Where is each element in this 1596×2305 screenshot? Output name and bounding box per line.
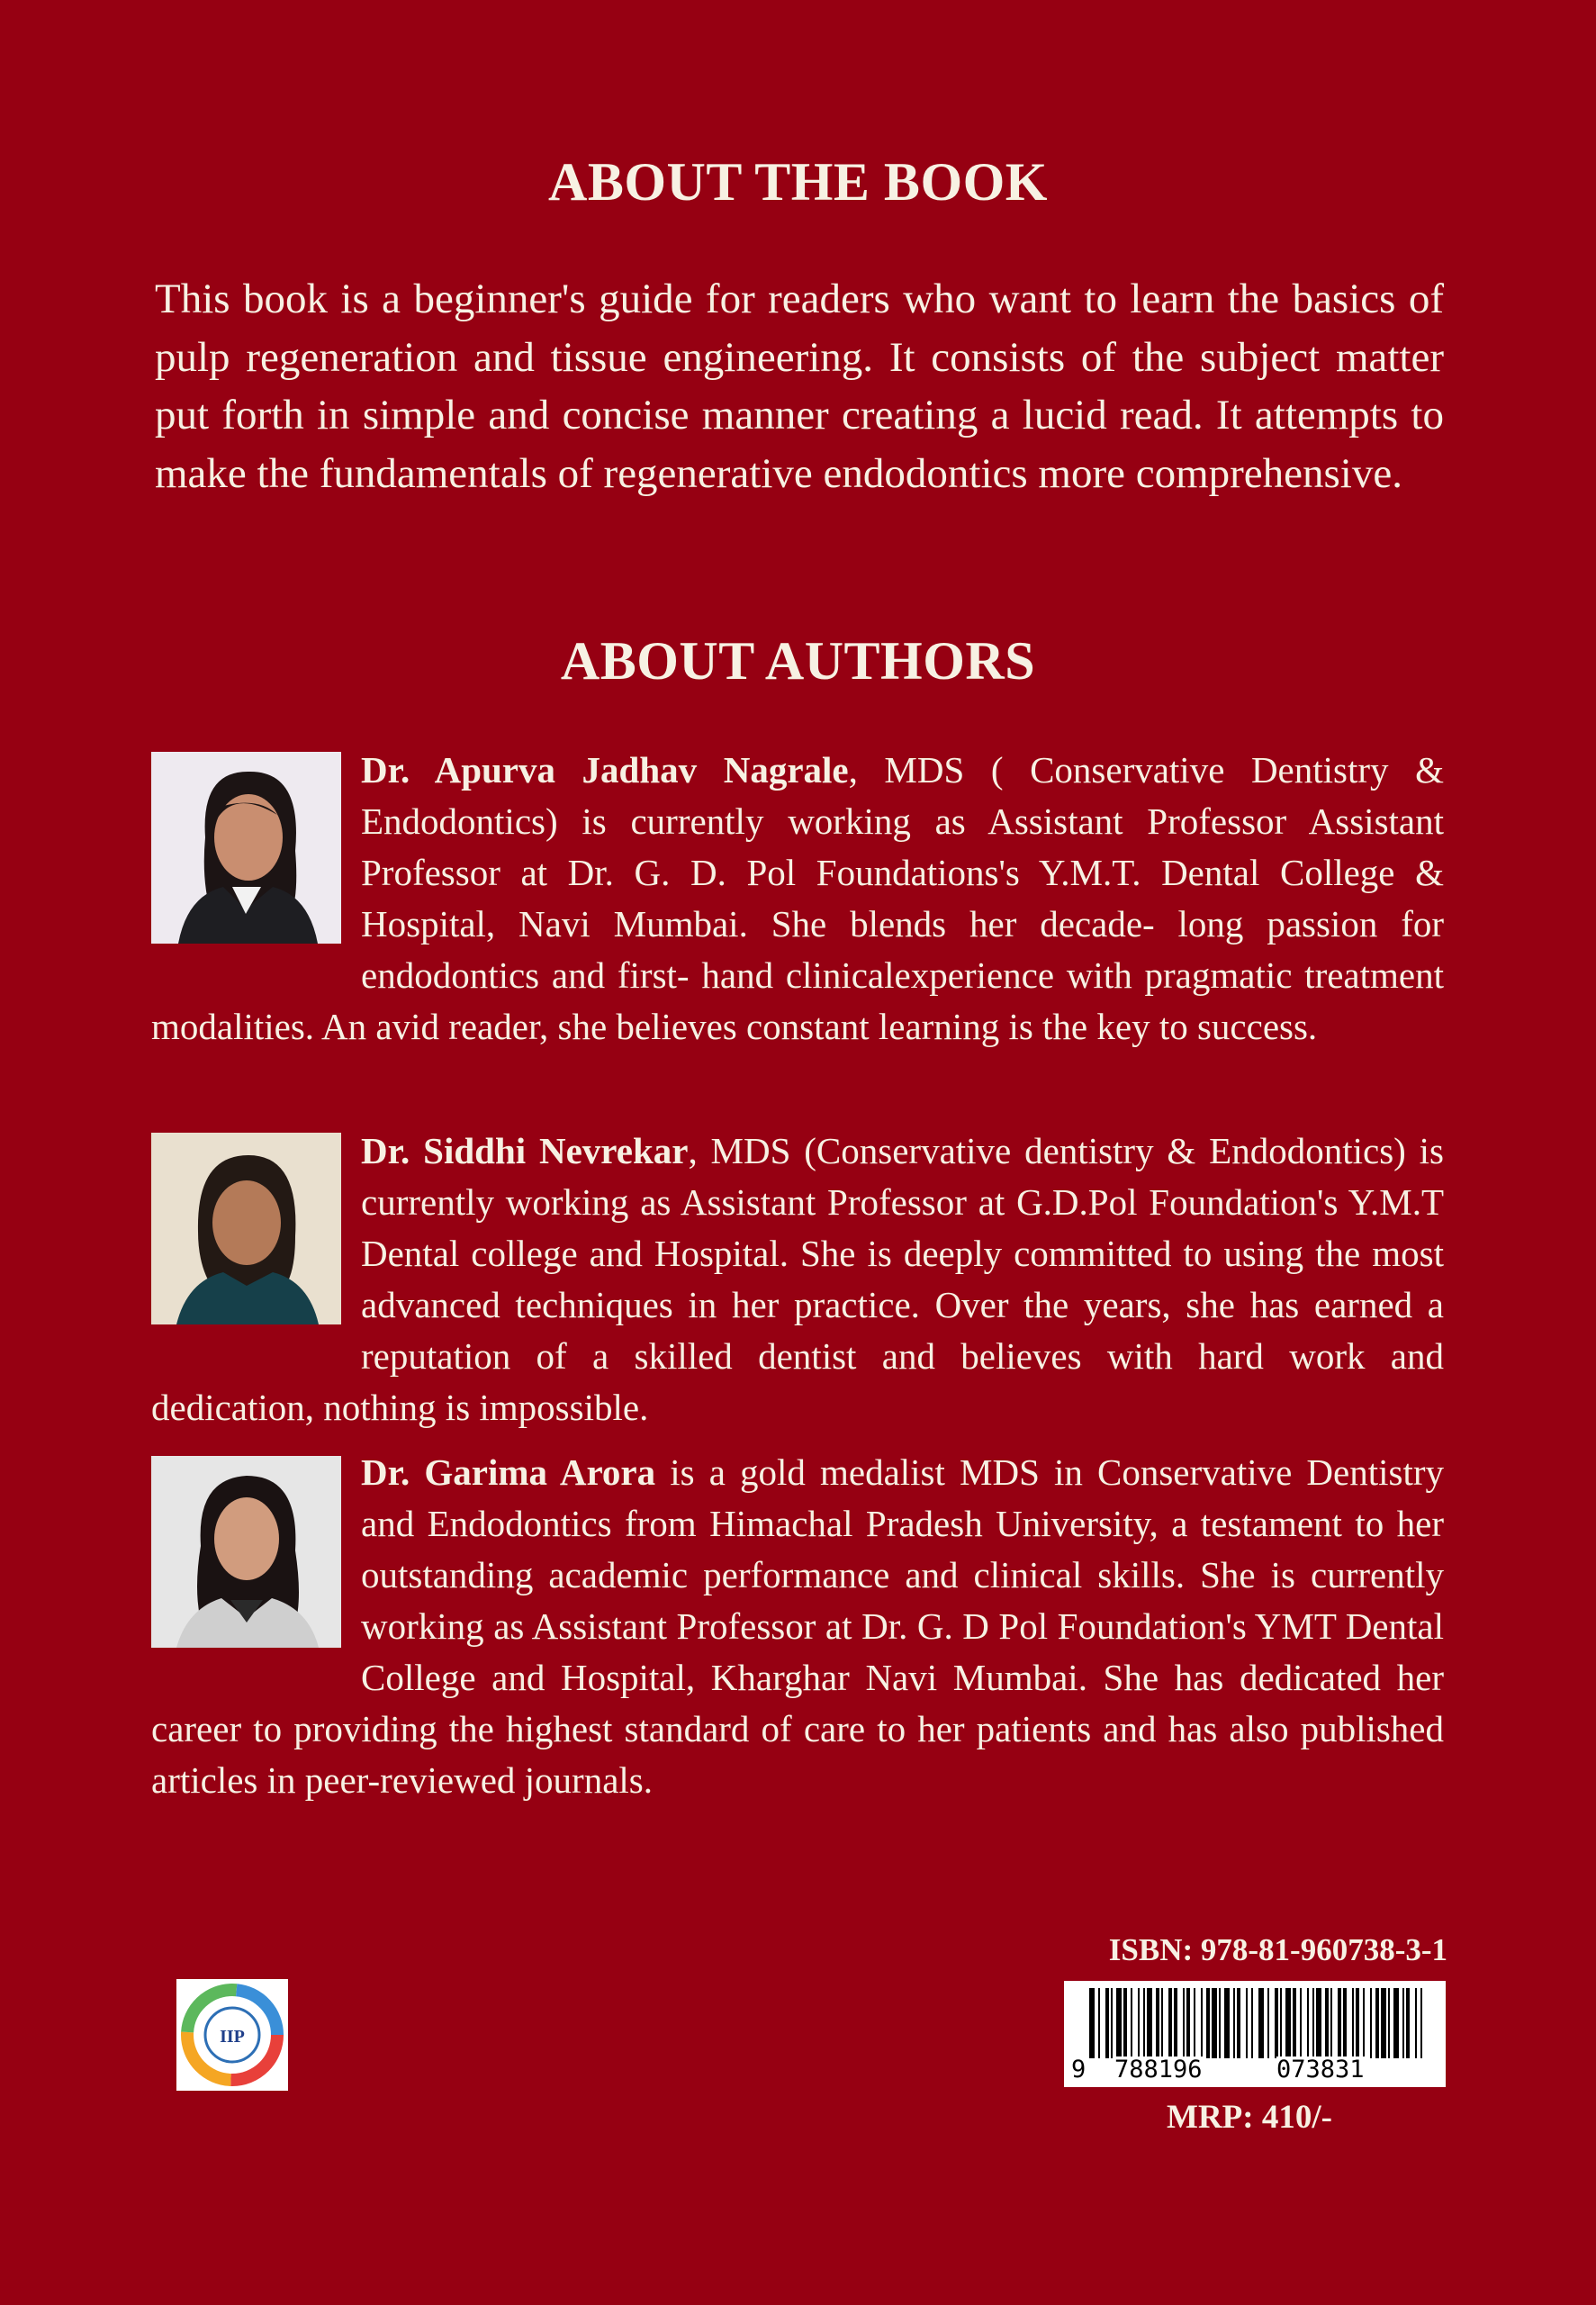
barcode-digits — [1064, 2056, 1446, 2084]
barcode-group-2: 073831 — [1276, 2056, 1365, 2084]
author-name-3: Dr. Garima Arora — [361, 1451, 656, 1493]
author-name-1: Dr. Apurva Jadhav Nagrale — [361, 749, 849, 791]
author-bio-2: , MDS (Conservative dentistry & Endodontics) is currently working as Assistant Professor at G.D.Pol Foundation's Y.M.T Dental college and Hospital. She is deeply committed to using the most advanced techniques in her practice. Over the years, she has earned a reputation of a skilled dentist and believes with hard work and dedication, nothing is impossible. — [151, 1130, 1445, 1428]
about-book-heading: ABOUT THE BOOK — [548, 152, 1048, 212]
publisher-logo-text: IIP — [220, 2027, 245, 2047]
author-bio-3: is a gold medalist MDS in Conservative Dentistry and Endodontics from Himachal Pradesh University, a testament to her outstanding academic performance and clinical skills. She is currently working as Assistant Professor at Dr. G. D Pol Foundation's YMT Dental College and Hospital, Kharghar Navi Mumbai. She has dedicated her career to providing the highest standard of care to her patients and has also published articles in peer-reviewed journals. — [151, 1451, 1444, 1801]
barcode-digit-1: 9 — [1071, 2056, 1087, 2084]
author-photo-2 — [151, 1133, 341, 1324]
about-authors-heading: ABOUT AUTHORS — [560, 631, 1036, 691]
barcode — [1064, 1981, 1446, 2087]
author-bio-1: , MDS ( Conservative Dentistry & Endodontics) is currently working as Assistant Professor Assistant Professor at Dr. G. D. Pol Foundations's Y.M.T. Dental College & Hospital, Navi Mumbai. She blends her decade- long passion for endodontics and first- hand clinicalexperience with pragmatic treatment modalities. An avid reader, she believes constant learning is the key to success. — [151, 749, 1444, 1047]
author-photo-3 — [151, 1456, 341, 1648]
author-photo-1 — [151, 752, 341, 944]
isbn-label: ISBN: 978-81-960738-3-1 — [1108, 1932, 1447, 1967]
author-block-1 — [151, 745, 1444, 1053]
author-name-2: Dr. Siddhi Nevrekar — [361, 1130, 689, 1171]
mrp-label: MRP: 410/- — [1167, 2099, 1332, 2136]
about-book-text: This book is a beginner's guide for readers who want to learn the basics of pulp regeneration and tissue engineering. It consists of the subject matter put forth in simple and concise manner creating a lucid read. It attempts to make the fundamentals of regenerative endodontics more comprehensive. — [155, 276, 1444, 497]
author-block-2 — [151, 1125, 1444, 1433]
author-block-3 — [151, 1447, 1444, 1806]
barcode-group-1: 788196 — [1114, 2056, 1203, 2084]
publisher-logo — [176, 1979, 288, 2091]
